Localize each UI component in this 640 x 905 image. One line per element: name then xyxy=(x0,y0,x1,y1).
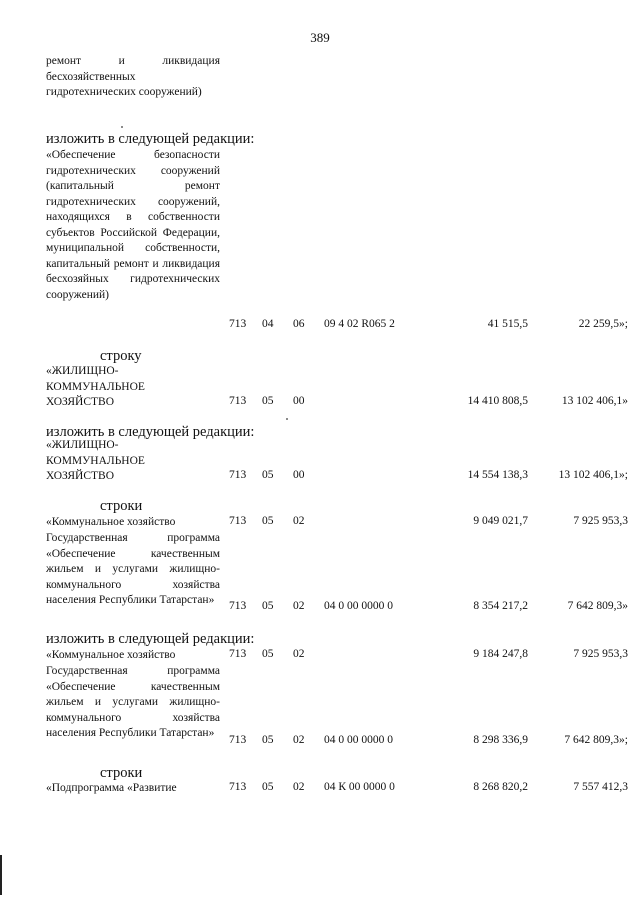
row-hydro-csr: 09 4 02 R065 2 xyxy=(324,318,395,330)
row-prog-new-csr: 04 0 00 0000 0 xyxy=(324,734,393,746)
row-komm-old-name: «Коммунальное хозяйство xyxy=(46,516,176,528)
continued-row-name: ремонт и ликвидация бесхозяйственных гидротехнических сооружений) xyxy=(46,55,220,98)
row-subprog-pr: 02 xyxy=(293,781,305,793)
row-komm-new-name: «Коммунальное хозяйство xyxy=(46,649,176,661)
row-prog-old-sum-2: 7 642 809,3» xyxy=(567,600,628,612)
row-hydro-rz: 04 xyxy=(262,318,274,330)
row-hydro-sum-1: 41 515,5 xyxy=(487,318,528,330)
row-komm-old-ved: 713 xyxy=(229,515,247,527)
row-zhkh-old-ved: 713 xyxy=(229,395,247,407)
row-zhkh-old-name: «ЖИЛИЩНО-КОММУНАЛЬНОЕ ХОЗЯЙСТВО xyxy=(46,365,145,408)
page-number: 389 xyxy=(310,30,330,45)
row-zhkh-new-sum-1: 14 554 138,3 xyxy=(467,469,528,481)
scan-speck xyxy=(286,418,288,420)
row-prog-old-ved: 713 xyxy=(229,600,247,612)
row-zhkh-old-rz: 05 xyxy=(262,395,274,407)
row-zhkh-old-pr: 00 xyxy=(293,395,305,407)
row-subprog-csr: 04 К 00 0000 0 xyxy=(324,781,395,793)
row-komm-old-sum-2: 7 925 953,3 xyxy=(573,515,628,527)
row-subprog-rz: 05 xyxy=(262,781,274,793)
row-hydro-ved: 713 xyxy=(229,318,247,330)
row-zhkh-old-sum-2: 13 102 406,1» xyxy=(561,395,628,407)
row-zhkh-new-sum-2: 13 102 406,1»; xyxy=(558,469,628,481)
instruction-new-edition: изложить в следующей редакции: xyxy=(46,424,255,440)
row-zhkh-new-ved: 713 xyxy=(229,469,247,481)
row-subprog-ved: 713 xyxy=(229,781,247,793)
row-prog-new-sum-1: 8 298 336,9 xyxy=(473,734,528,746)
row-komm-new-rz: 05 xyxy=(262,648,274,660)
row-prog-old-name: Государственная программа «Обеспечение качественным жильем и услугами жилищно-коммунального хозяйства населения Республики Татарстан» xyxy=(46,532,220,606)
row-prog-old-sum-1: 8 354 217,2 xyxy=(473,600,528,612)
row-komm-old-rz: 05 xyxy=(262,515,274,527)
row-prog-old-rz: 05 xyxy=(262,600,274,612)
row-prog-new-ved: 713 xyxy=(229,734,247,746)
row-prog-old-csr: 04 0 00 0000 0 xyxy=(324,600,393,612)
row-prog-new-pr: 02 xyxy=(293,734,305,746)
row-subprog-name: «Подпрограмма «Развитие xyxy=(46,782,177,794)
instruction-new-edition: изложить в следующей редакции: xyxy=(46,631,255,647)
row-prog-new-rz: 05 xyxy=(262,734,274,746)
row-komm-old-pr: 02 xyxy=(293,515,305,527)
row-subprog-sum-2: 7 557 412,3 xyxy=(573,781,628,793)
instruction-stroku: строку xyxy=(100,348,142,364)
row-hydro-name: «Обеспечение безопасности гидротехнических сооружений (капитальный ремонт гидротехнических сооружений, находящихся в собственности субъектов Российской Федерации, муниципальной собственности, капитальный ремонт и ликвидация бесхозяйных гидротехнических сооружений) xyxy=(46,149,220,301)
row-komm-old-sum-1: 9 049 021,7 xyxy=(473,515,528,527)
row-prog-old-pr: 02 xyxy=(293,600,305,612)
scan-edge-mark xyxy=(0,855,2,895)
row-zhkh-new-rz: 05 xyxy=(262,469,274,481)
instruction-stroki: строки xyxy=(100,498,143,514)
row-prog-new-sum-2: 7 642 809,3»; xyxy=(564,734,628,746)
row-prog-new-name: Государственная программа «Обеспечение качественным жильем и услугами жилищно-коммунального хозяйства населения Республики Татарстан» xyxy=(46,665,220,739)
row-komm-new-ved: 713 xyxy=(229,648,247,660)
row-hydro-pr: 06 xyxy=(293,318,305,330)
row-subprog-sum-1: 8 268 820,2 xyxy=(473,781,528,793)
row-zhkh-old-sum-1: 14 410 808,5 xyxy=(467,395,528,407)
row-komm-new-sum-1: 9 184 247,8 xyxy=(473,648,528,660)
row-zhkh-new-pr: 00 xyxy=(293,469,305,481)
row-hydro-sum-2: 22 259,5»; xyxy=(578,318,628,330)
row-komm-new-sum-2: 7 925 953,3 xyxy=(573,648,628,660)
instruction-stroki: строки xyxy=(100,765,143,781)
row-zhkh-new-name: «ЖИЛИЩНО-КОММУНАЛЬНОЕ ХОЗЯЙСТВО xyxy=(46,439,145,482)
instruction-new-edition: изложить в следующей редакции: xyxy=(46,131,255,147)
row-komm-new-pr: 02 xyxy=(293,648,305,660)
scan-speck xyxy=(121,126,123,128)
